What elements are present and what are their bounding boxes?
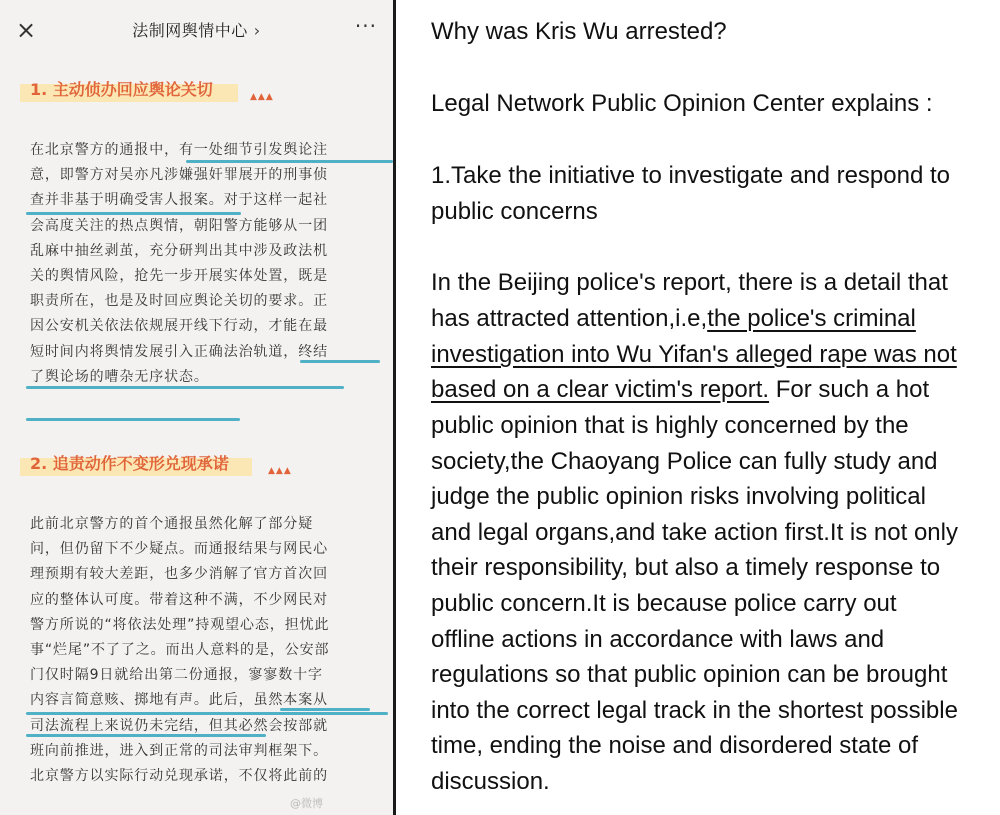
paragraph-line: 问，但仍留下不少疑点。而通报结果与网民心 <box>30 541 328 558</box>
body-line: and legal organs,and take action first.It is not only <box>431 519 958 546</box>
paragraph-line: 职责所在，也是及时回应舆论关切的要求。正 <box>30 293 328 310</box>
underline-mark <box>300 360 380 363</box>
chevron-right-icon: › <box>253 21 261 40</box>
question-heading: Why was Kris Wu arrested? <box>431 18 727 45</box>
underlined-text: investigation into Wu Yifan's alleged rape was not <box>431 341 957 368</box>
paragraph-1 <box>30 138 375 390</box>
body-line <box>431 301 916 337</box>
underline-mark <box>280 708 370 711</box>
divider <box>393 0 396 815</box>
paragraph-line: 在北京警方的通报中，有一处细节引发舆论注 <box>30 142 328 158</box>
body-text: has attracted attention,i.e, <box>431 305 708 332</box>
point1-line: public concerns <box>431 198 598 225</box>
section-heading-2 <box>20 450 252 478</box>
paragraph-line: 内容言简意赅、掷地有声。此后，虽然本案从 <box>30 692 328 709</box>
account-title[interactable] <box>0 16 393 44</box>
paragraph-line: 班向前推进，进入到正常的司法审判框架下。 <box>30 742 328 759</box>
triangle-decoration-icon: ▲▲▲ <box>268 466 292 476</box>
paragraph-line: 关的舆情风险，抢先一步开展实体处置，既是 <box>30 267 328 284</box>
underline-mark <box>186 160 393 163</box>
underline-mark <box>26 418 240 421</box>
body-line: public concern.It is because police carry out <box>431 590 897 617</box>
paragraph-line: 会高度关注的热点舆情，朝阳警方能够从一团 <box>30 217 328 234</box>
paragraph-2 <box>30 512 375 789</box>
body-line: In the Beijing police's report, there is a detail that <box>431 269 948 296</box>
paragraph-line: 事“烂尾”不了了之。而出人意料的是，公安部 <box>30 641 330 658</box>
underline-mark <box>26 712 388 715</box>
paragraph-line: 警方所说的“将依法处理”持观望心态，担忧此 <box>30 616 330 633</box>
source-line: Legal Network Public Opinion Center explains : <box>431 90 933 117</box>
body-line: into the correct legal track in the shortest possible <box>431 697 958 724</box>
paragraph-line: 查并非基于明确受害人报案。对于这样一起社 <box>30 192 328 209</box>
body-line: society,the Chaoyang Police can fully study and <box>431 448 938 475</box>
top-bar <box>0 0 393 60</box>
paragraph-line: 了舆论场的嘈杂无序状态。 <box>30 368 209 385</box>
paragraph-line: 此前北京警方的首个通报虽然化解了部分疑 <box>30 516 314 532</box>
section-heading-1 <box>20 76 238 104</box>
close-icon[interactable]: × <box>15 16 37 44</box>
paragraph-line: 短时间内将舆情发展引入正确法治轨道，终结 <box>30 343 328 360</box>
section-heading-2-text: 2. 追责动作不变形兑现承诺 <box>30 454 229 473</box>
underlined-text: the police's criminal <box>707 305 916 332</box>
body-line: public opinion that is highly concerned by the <box>431 412 909 439</box>
body-line: regulations so that public opinion can be brought <box>431 661 948 688</box>
paragraph-line: 司法流程上来说仍未完结，但其必然会按部就 <box>30 717 328 734</box>
triangle-decoration-icon: ▲▲▲ <box>250 92 274 102</box>
body-line: their responsibility, but also a timely response to <box>431 554 941 581</box>
body-line: judge the public opinion risks involving political <box>431 483 926 510</box>
paragraph-line: 理预期有较大差距，也多少消解了官方首次回 <box>30 566 328 583</box>
underline-mark <box>26 386 344 389</box>
body-line <box>431 337 957 373</box>
paragraph-line: 乱麻中抽丝剥茧，充分研判出其中涉及政法机 <box>30 242 328 259</box>
point1-line: 1.Take the initiative to investigate and respond to <box>431 162 950 189</box>
body-line: time, ending the noise and disordered state of <box>431 732 918 759</box>
body-line: offline actions in accordance with laws and <box>431 626 885 653</box>
section-heading-1-text: 1. 主动侦办回应舆论关切 <box>30 80 213 99</box>
paragraph-line: 因公安机关依法依规展开线下行动，才能在最 <box>30 318 328 335</box>
paragraph-line: 应的整体认可度。带着这种不满，不少网民对 <box>30 591 328 608</box>
account-name: 法制网舆情中心 <box>132 21 248 40</box>
watermark: @微博 <box>290 797 323 810</box>
paragraph-line: 北京警方以实际行动兑现承诺，不仅将此前的 <box>30 767 328 784</box>
more-options-icon[interactable]: ··· <box>354 14 377 38</box>
underline-mark <box>26 212 241 215</box>
body-text: For such a hot <box>769 376 930 403</box>
paragraph-line: 门仅时隔9日就给出第二份通报，寥寥数十字 <box>30 667 323 684</box>
paragraph-line: 意，即警方对吴亦凡涉嫌强奸罪展开的刑事侦 <box>30 167 328 184</box>
body-line: discussion. <box>431 768 550 795</box>
body-line <box>431 372 929 408</box>
underline-mark <box>26 734 266 737</box>
underlined-text: based on a clear victim's report. <box>431 376 770 403</box>
article-screenshot <box>0 0 393 815</box>
